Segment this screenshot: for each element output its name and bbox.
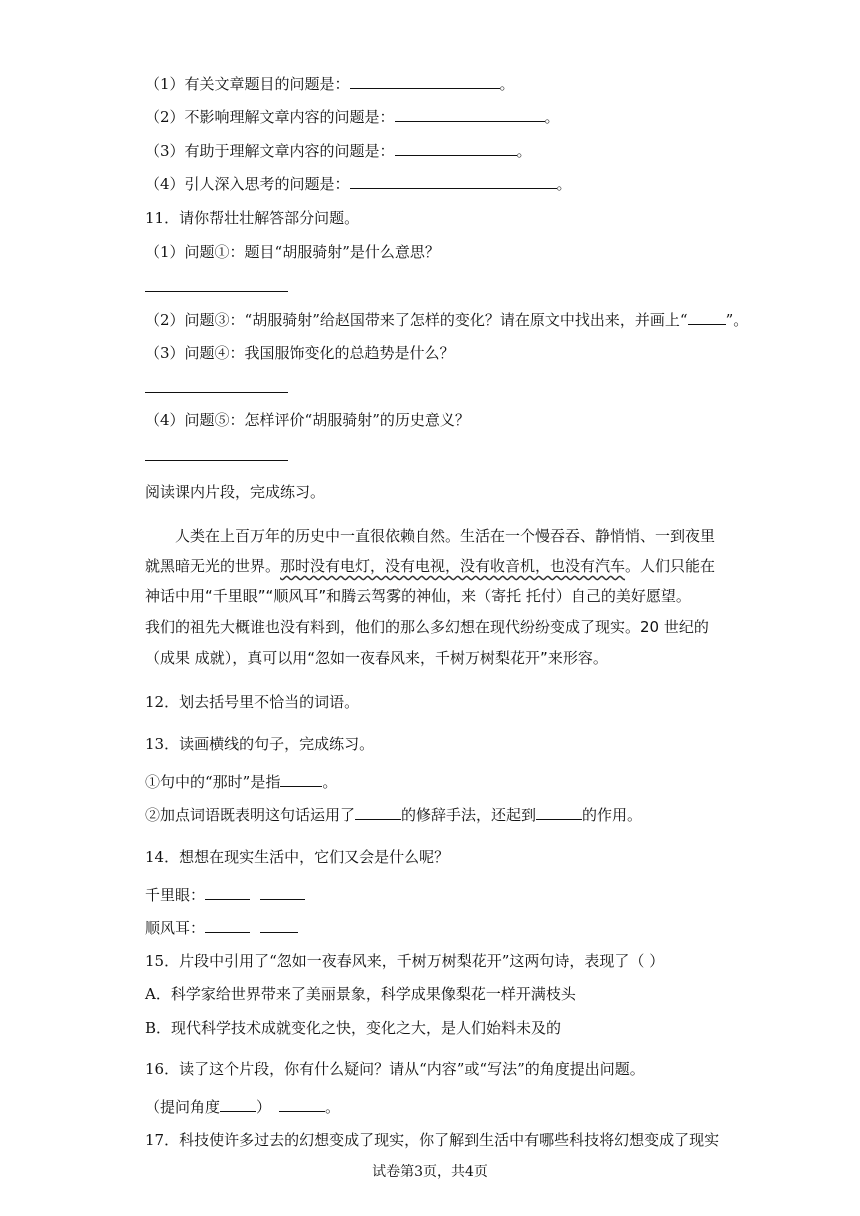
q10-answer-blank-4[interactable]: [350, 174, 557, 189]
passage-line-5: （成果 成就），真可以用“忽如一夜春风来，千树万树梨花开”来形容。: [145, 649, 608, 667]
q15-title: 15．片段中引用了“忽如一夜春风来，千树万树梨花开”这两句诗，表现了（ ）: [145, 952, 665, 970]
q10-item-2: （2）不影响理解文章内容的问题是： 。: [145, 108, 560, 126]
q13-sub-1: ①句中的“那时”是指 。: [145, 773, 338, 791]
q14-blank-a1[interactable]: [205, 885, 250, 900]
q11-part-2: （2）问题③：“胡服骑射”给赵国带来了怎样的变化？请在原文中找出来，并画上“ ”。: [145, 311, 749, 329]
q10-item-1: （1）有关文章题目的问题是： 。: [145, 75, 515, 93]
q13-blank-1[interactable]: [280, 772, 322, 787]
q13-blank-3[interactable]: [536, 805, 582, 820]
q15-option-a[interactable]: A．科学家给世界带来了美丽景象，科学成果像梨花一样开满枝头: [145, 985, 576, 1003]
passage-line-3: 神话中用“千里眼”“顺风耳”和腾云驾雾的神仙，来（寄托 托付）自己的美好愿望。: [145, 587, 691, 605]
reading-intro: 阅读课内片段，完成练习。: [145, 483, 326, 501]
q10-answer-blank-3[interactable]: [395, 141, 517, 156]
q11-part-1: （1）问题①：题目“胡服骑射”是什么意思？: [145, 243, 440, 261]
q14-blank-b1[interactable]: [205, 918, 250, 933]
q17-title: 17．科技使许多过去的幻想变成了现实，你了解到生活中有哪些科技将幻想变成了现实: [145, 1131, 720, 1149]
q16-blank-angle[interactable]: [220, 1097, 256, 1112]
q13-title: 13．读画横线的句子，完成练习。: [145, 735, 375, 753]
underlined-sentence: 那时没有电灯，没有电视，没有收音机，也没有汽车: [280, 557, 626, 575]
q11-part-4: （4）问题⑤：怎样评价“胡服骑射”的历史意义？: [145, 411, 470, 429]
q10-item-4: （4）引人深入思考的问题是： 。: [145, 175, 572, 193]
q14-title: 14．想想在现实生活中，它们又会是什么呢？: [145, 848, 450, 866]
q10-answer-blank-2[interactable]: [395, 107, 545, 122]
q13-blank-2[interactable]: [355, 805, 401, 820]
q11-underline-sample: [688, 310, 726, 325]
q11-title: 11．请你帮壮壮解答部分问题。: [145, 209, 360, 227]
q16-blank-question[interactable]: [279, 1097, 325, 1112]
q14-blank-b2[interactable]: [260, 918, 298, 933]
q10-item-3: （3）有助于理解文章内容的问题是： 。: [145, 142, 532, 160]
q11-answer-line-3[interactable]: [145, 392, 288, 393]
q14-blank-a2[interactable]: [260, 885, 305, 900]
passage-line-4: 我们的祖先大概谁也没有料到，他们的那么多幻想在现代纷纷变成了现实。20 世纪的: [145, 618, 709, 636]
q14-qianliyan: 千里眼：: [145, 884, 305, 906]
q11-part-3: （3）问题④：我国服饰变化的总趋势是什么？: [145, 344, 455, 362]
passage-line-2: 就黑暗无光的世界。那时没有电灯，没有电视，没有收音机，也没有汽车。人们只能在: [145, 557, 716, 575]
q13-sub-2: ②加点词语既表明这句话运用了 的修辞手法，还起到 的作用。: [145, 806, 643, 824]
q14-shunfenger: 顺风耳：: [145, 917, 298, 939]
page-footer: 试卷第3页，共4页: [372, 1164, 488, 1180]
q11-answer-line-4[interactable]: [145, 460, 288, 461]
q11-answer-line-1[interactable]: [145, 291, 288, 292]
q16-answer: （提问角度 ） 。: [145, 1098, 341, 1116]
q10-answer-blank-1[interactable]: [350, 74, 500, 89]
q16-title: 16．读了这个片段，你有什么疑问？请从“内容”或“写法”的角度提出问题。: [145, 1060, 645, 1078]
q12-title: 12．划去括号里不恰当的词语。: [145, 693, 360, 711]
q15-option-b[interactable]: B．现代科学技术成就变化之快，变化之大，是人们始料未及的: [145, 1019, 562, 1037]
passage-line-1: 人类在上百万年的历史中一直很依赖自然。生活在一个慢吞吞、静悄悄、一到夜里: [175, 527, 716, 545]
